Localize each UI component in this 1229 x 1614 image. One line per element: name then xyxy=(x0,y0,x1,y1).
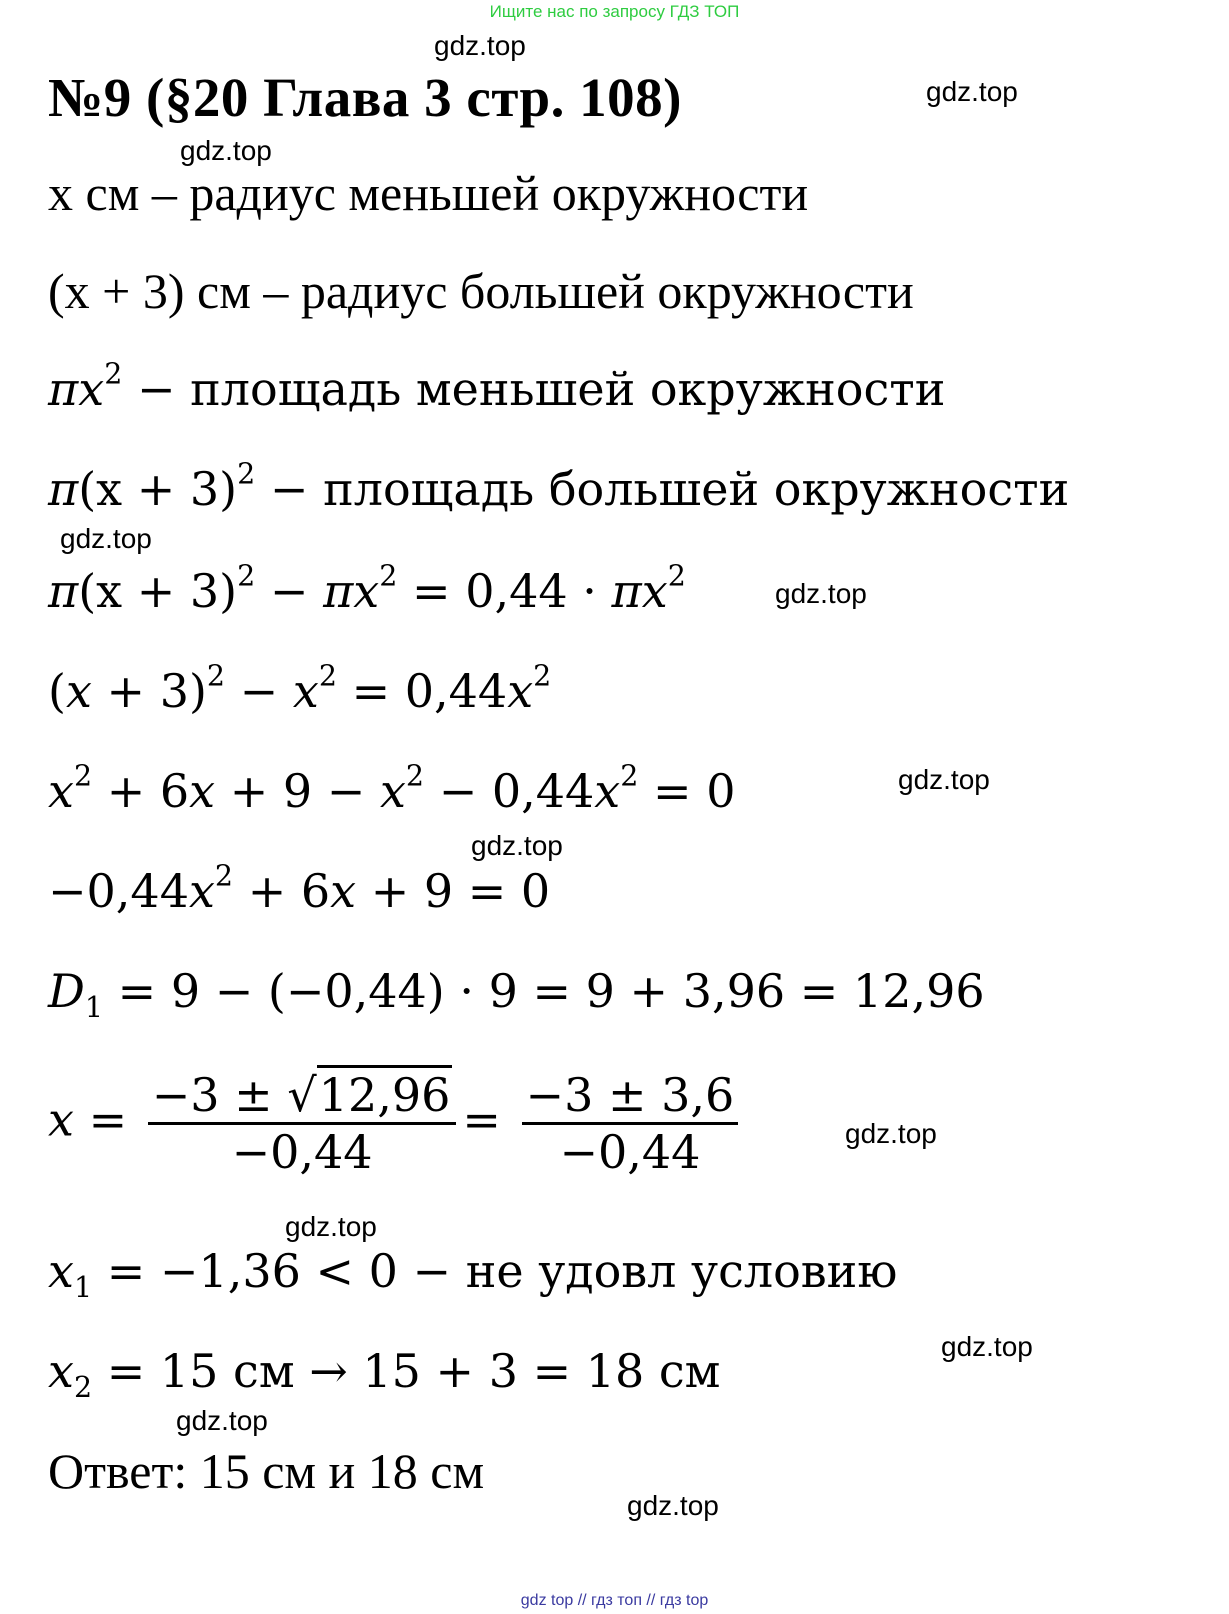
root-x1-text: = −1,36 < 0 − не удовл условию xyxy=(92,1244,898,1298)
equation-1: $\pi(x + 3)^2 - \pi x^2 = 0,44 \cdot \pi x^2$ xyxy=(48,559,686,618)
footer-links[interactable]: gdz top // гдз топ // гдз top xyxy=(520,1592,709,1609)
discriminant: $D_1 = 9 - (-0,44) \cdot 9 = 9 + 3,96 = 12,96$ xyxy=(48,964,985,1024)
watermark: gdz.top xyxy=(60,523,152,554)
equation-4: $-0,44x^2 + 6x + 9 = 0$ xyxy=(48,859,551,918)
solution-line-4: $\pi(x + 3)^2$ − площадь большей окружности xyxy=(48,457,1070,516)
root-x2-text: = 15 см → 15 + 3 = 18 см xyxy=(92,1344,721,1398)
equation-2: $(x + 3)^2 - x^2 = 0,44x^2$ xyxy=(48,659,552,718)
watermark: gdz.top xyxy=(627,1490,719,1521)
roots-formula: x = $\frac{-3 \pm √12,96}{-0,44}$ = $\frac{-3 \pm 3,6}{-0,44}$ xyxy=(48,1072,744,1175)
watermark: gdz.top xyxy=(845,1118,937,1149)
watermark: gdz.top xyxy=(941,1331,1033,1362)
page-title: №9 (§20 Глава 3 стр. 108) xyxy=(48,67,682,128)
solution-line-1: x см – радиус меньшей окружности xyxy=(48,165,809,221)
search-banner[interactable]: Ищите нас по запросу ГДЗ ТОП xyxy=(489,2,740,21)
fraction-1: $\frac{-3 \pm √12,96}{-0,44}$ xyxy=(148,1072,457,1175)
watermark: gdz.top xyxy=(775,578,867,609)
solution-line-3: $\pi x^2$ − площадь меньшей окружности xyxy=(48,357,946,416)
watermark: gdz.top xyxy=(285,1211,377,1242)
answer: Ответ: 15 см и 18 см xyxy=(48,1443,485,1499)
watermark: gdz.top xyxy=(434,30,526,61)
solution-line-4-text: − площадь большей окружности xyxy=(255,462,1070,516)
watermark: gdz.top xyxy=(471,830,563,861)
solution-line-3-text: − площадь меньшей окружности xyxy=(122,362,946,416)
solution-line-2: (x + 3) см – радиус большей окружности xyxy=(48,263,914,319)
watermark: gdz.top xyxy=(898,764,990,795)
watermark: gdz.top xyxy=(180,135,272,166)
root-x1: $x_1 = -1,36 < 0$ − не удовл условию xyxy=(48,1244,898,1304)
watermark: gdz.top xyxy=(926,76,1018,107)
watermark: gdz.top xyxy=(176,1405,268,1436)
root-x2: $x_2 = 15$ см → 15 + 3 = 18 см xyxy=(48,1344,721,1404)
equation-3: $x^2 + 6x + 9 - x^2 - 0,44x^2 = 0$ xyxy=(48,759,736,818)
fraction-2: $\frac{-3 \pm 3,6}{-0,44}$ xyxy=(522,1072,739,1175)
